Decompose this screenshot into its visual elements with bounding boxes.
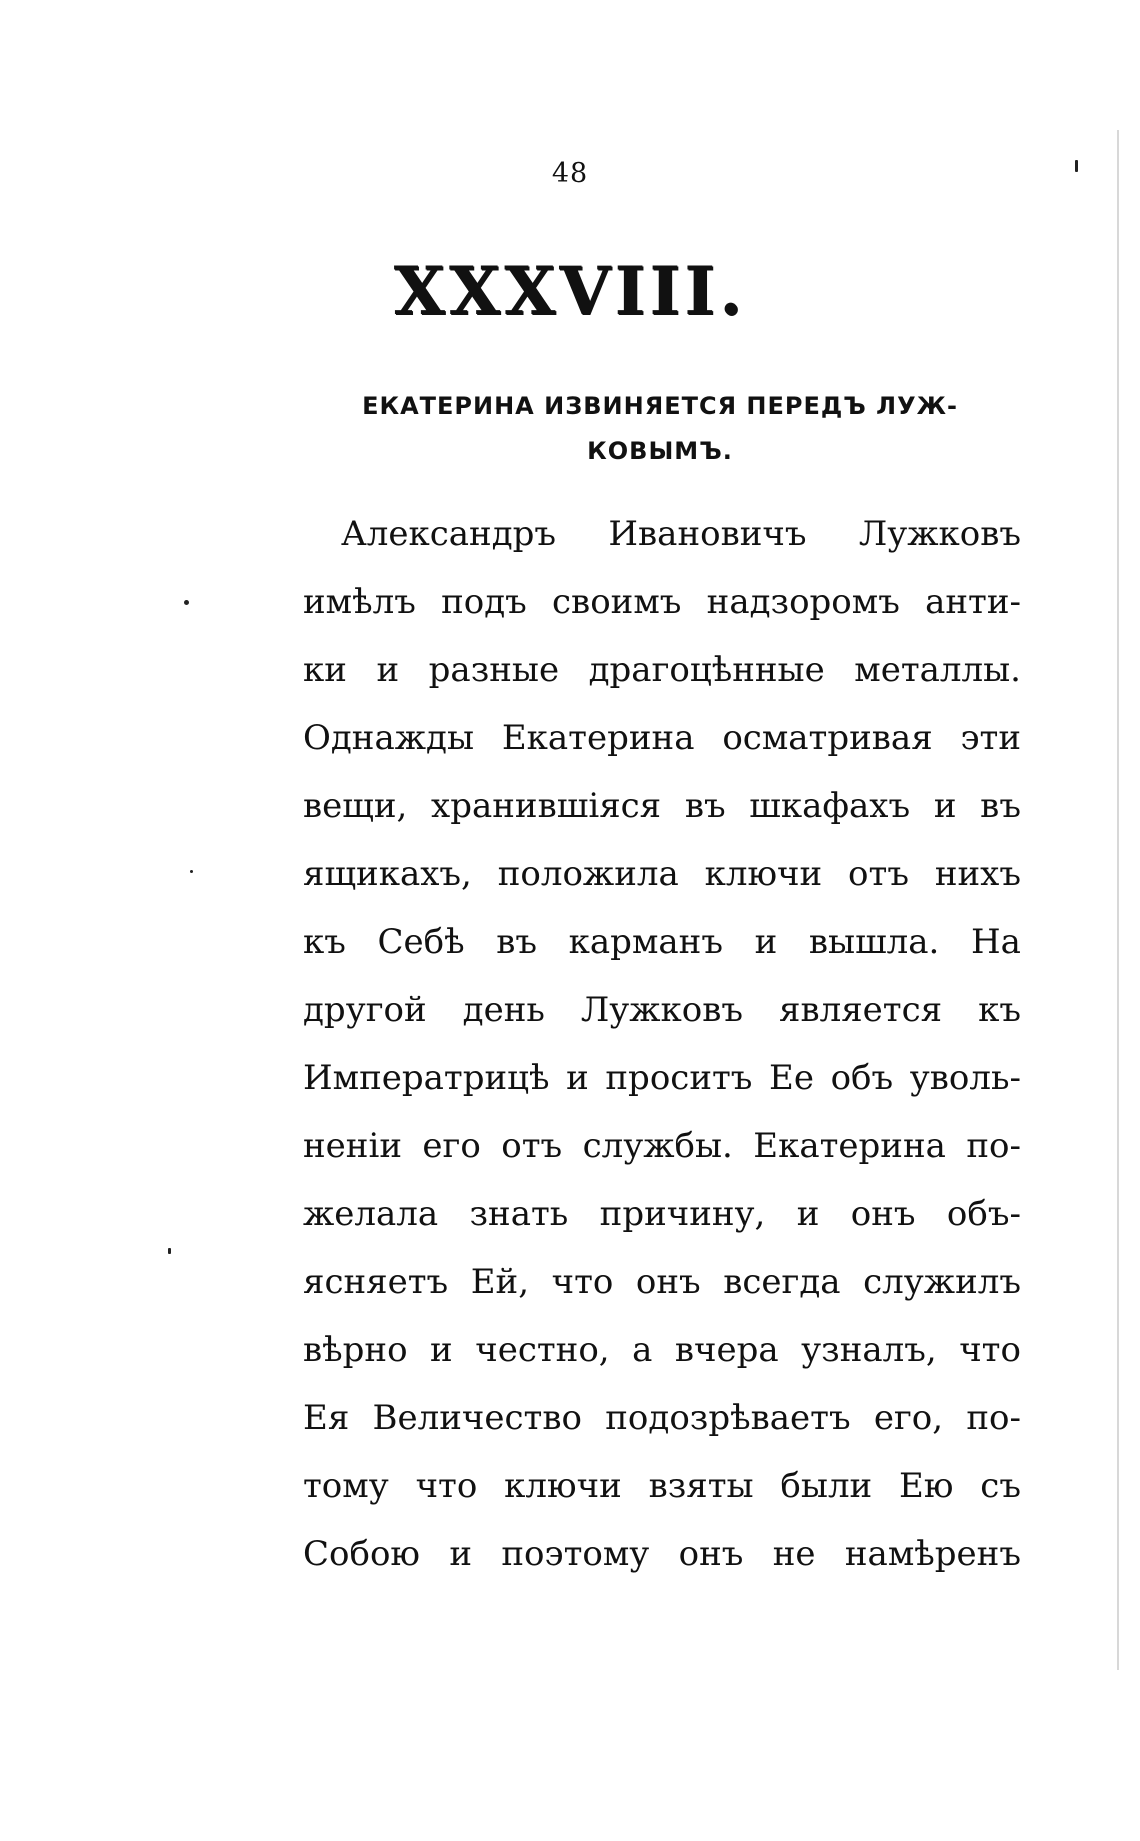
word: Ея — [303, 1398, 350, 1438]
word: Величество — [372, 1398, 582, 1438]
word: металлы. — [854, 650, 1021, 690]
word: службы. — [582, 1126, 733, 1166]
word: что — [415, 1466, 478, 1506]
word: къ — [303, 922, 346, 962]
word: ключи — [504, 1466, 622, 1506]
word: ясняетъ — [303, 1262, 449, 1302]
word: надзоромъ — [706, 582, 900, 622]
body-line — [303, 1316, 1021, 1384]
word: Лужковъ — [580, 990, 744, 1030]
word: отъ — [501, 1126, 563, 1166]
word: На — [971, 922, 1021, 962]
word: онъ — [635, 1262, 701, 1302]
word: къ — [978, 990, 1021, 1030]
body-line — [303, 704, 1021, 772]
word: Собою — [303, 1534, 421, 1574]
body-line — [303, 1452, 1021, 1520]
word: тому — [303, 1466, 389, 1506]
body-line — [303, 1112, 1021, 1180]
word: анти- — [925, 582, 1021, 622]
chapter-title-line: ЕКАТЕРИНА ИЗВИНЯЕТСЯ ПЕРЕДЪ ЛУЖ- — [362, 392, 958, 420]
word: Однажды — [303, 718, 475, 758]
word: были — [780, 1466, 873, 1506]
word: вчера — [674, 1330, 779, 1370]
body-line — [303, 636, 1021, 704]
word: его — [422, 1126, 481, 1166]
chapter-title-line: КОВЫМЪ. — [587, 437, 733, 465]
word: Ей, — [470, 1262, 530, 1302]
word: подозрѣваетъ — [605, 1398, 851, 1438]
word: разные — [428, 650, 560, 690]
word: и — [376, 650, 400, 690]
word: по- — [966, 1126, 1021, 1166]
word: всегда — [723, 1262, 841, 1302]
body-line — [303, 772, 1021, 840]
word: своимъ — [552, 582, 682, 622]
body-line — [303, 1180, 1021, 1248]
word: и — [933, 786, 957, 826]
word: причину, — [599, 1194, 766, 1234]
word: вышла. — [808, 922, 940, 962]
print-speck — [190, 870, 193, 873]
word: взяты — [648, 1466, 754, 1506]
body-line — [303, 568, 1021, 636]
word: служилъ — [863, 1262, 1021, 1302]
word: уволь- — [909, 1058, 1021, 1098]
print-speck — [168, 1248, 171, 1254]
page-edge-rule — [1117, 130, 1119, 1670]
word: проситъ — [605, 1058, 753, 1098]
word: является — [779, 990, 943, 1030]
body-line — [303, 1044, 1021, 1112]
word: онъ — [678, 1534, 744, 1574]
page-number: 48 — [551, 158, 589, 189]
word: Лужковъ — [858, 514, 1021, 554]
word: желала — [303, 1194, 439, 1234]
word: нихъ — [934, 854, 1021, 894]
word: день — [462, 990, 545, 1030]
word: ящикахъ, — [303, 854, 472, 894]
word: по- — [966, 1398, 1021, 1438]
word: намѣренъ — [844, 1534, 1021, 1574]
word: осматривая — [722, 718, 933, 758]
word: поэтому — [501, 1534, 650, 1574]
word: и — [754, 922, 778, 962]
word: онъ — [850, 1194, 916, 1234]
chapter-title — [300, 384, 1020, 474]
body-line — [303, 840, 1021, 908]
word: что — [959, 1330, 1021, 1370]
word: ки — [303, 650, 347, 690]
word: Екатерина — [753, 1126, 946, 1166]
word: шкафахъ — [749, 786, 911, 826]
word: съ — [980, 1466, 1021, 1506]
word: объ- — [946, 1194, 1021, 1234]
chapter-numeral: XXXVIII. — [393, 252, 747, 330]
word: узналъ, — [801, 1330, 937, 1370]
word: Ивановичъ — [608, 514, 807, 554]
word: отъ — [848, 854, 909, 894]
body-line — [303, 908, 1021, 976]
word: что — [551, 1262, 614, 1302]
word: вѣрно — [303, 1330, 408, 1370]
word: другой — [303, 990, 427, 1030]
word: Ее — [769, 1058, 814, 1098]
body-line — [303, 1520, 1021, 1588]
word: а — [632, 1330, 653, 1370]
word: въ — [684, 786, 726, 826]
word: Императрицѣ — [303, 1058, 550, 1098]
word: Ею — [899, 1466, 954, 1506]
body-line — [303, 1248, 1021, 1316]
word: драгоцѣнные — [588, 650, 825, 690]
word: объ — [830, 1058, 894, 1098]
word: ключи — [704, 854, 823, 894]
word: неніи — [303, 1126, 402, 1166]
word: и — [430, 1330, 453, 1370]
print-speck — [1075, 160, 1078, 172]
word: честно, — [475, 1330, 610, 1370]
word: Екатерина — [501, 718, 695, 758]
word: въ — [980, 786, 1021, 826]
word: подъ — [441, 582, 527, 622]
word: его, — [873, 1398, 944, 1438]
body-line — [303, 500, 1021, 568]
word: знать — [469, 1194, 569, 1234]
word: не — [772, 1534, 816, 1574]
word: и — [449, 1534, 473, 1574]
body-text — [303, 500, 1021, 1588]
word: карманъ — [568, 922, 723, 962]
word: эти — [960, 718, 1021, 758]
word: Александръ — [341, 514, 557, 554]
word: положила — [497, 854, 679, 894]
print-speck — [184, 600, 189, 605]
word: и — [566, 1058, 589, 1098]
word: вещи, — [303, 786, 408, 826]
word: въ — [496, 922, 538, 962]
word: хранившіяся — [431, 786, 662, 826]
body-line — [303, 1384, 1021, 1452]
word: и — [796, 1194, 820, 1234]
body-line — [303, 976, 1021, 1044]
word: имѣлъ — [303, 582, 416, 622]
word: Себѣ — [377, 922, 465, 962]
